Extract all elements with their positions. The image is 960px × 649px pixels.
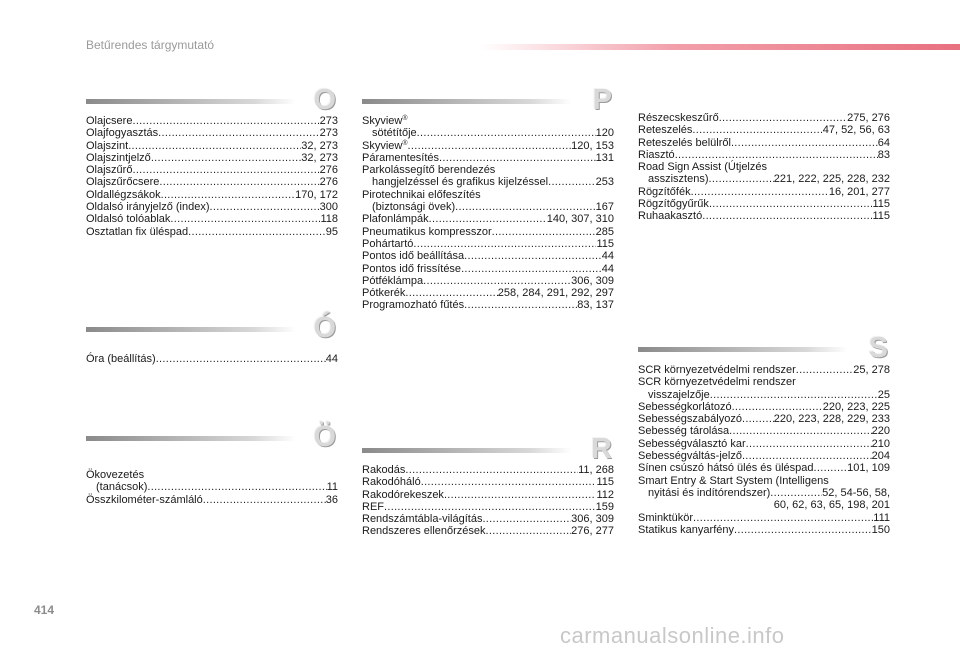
leader-dots [417, 127, 596, 139]
leader-dots [486, 525, 572, 537]
leader-dots [421, 476, 597, 488]
leader-dots [210, 201, 320, 213]
index-entry: nyitási és indítórendszer) ..... 52, 54-56, 58, [638, 487, 890, 499]
section-letter-r [362, 434, 614, 464]
index-entry-name: Pótkerék [362, 287, 406, 300]
index-entry-name: Programozható fűtés [362, 299, 465, 312]
index-entry: Rögzítőgyűrűk ..... 115 [638, 198, 890, 210]
index-entry-pages: 300 [319, 201, 338, 214]
index-entry: Részecskeszűrő ..... 275, 276 [638, 112, 890, 124]
index-list-o-acute [86, 353, 338, 365]
index-entry-pages: 258, 284, 291, 292, 297 [497, 287, 614, 300]
leader-dots [159, 176, 319, 188]
index-entry [86, 494, 338, 506]
index-entry-name: Pontos idő frissítése [362, 262, 462, 275]
index-entry-name: Olajszűrő [86, 164, 133, 177]
section-r [362, 434, 614, 538]
leader-dots [132, 115, 319, 127]
index-entry-name: Oldalsó irányjelző (index) [86, 201, 210, 214]
index-entry-pages: 131 [595, 151, 614, 164]
index-entry-name: Oldallégzsákok [86, 188, 161, 201]
page-header-title: Betűrendes tárgymutató [86, 38, 215, 52]
index-entry [86, 189, 338, 201]
index-entry-name: Olajfogyasztás [86, 127, 159, 140]
index-entry-name: Pneumatikus kompresszor [362, 225, 492, 238]
leader-dots [731, 137, 878, 149]
index-entry-name: Rendszeres ellenőrzések [362, 525, 486, 538]
index-entry-pages: 306, 309 [571, 274, 614, 287]
leader-dots [429, 213, 547, 225]
leader-dots [147, 481, 326, 493]
leader-dots [444, 489, 597, 501]
index-entry-name: Skyview® [362, 139, 408, 152]
index-entry [86, 353, 338, 365]
leader-dots [128, 140, 301, 152]
leader-dots [746, 438, 872, 450]
leader-dots [734, 524, 872, 536]
index-entry [86, 481, 338, 493]
leader-dots [464, 250, 602, 262]
index-entry [362, 152, 614, 164]
index-entry: visszajelzője ..... 25 [638, 389, 890, 401]
index-entry-pages: 32, 273 [301, 151, 338, 164]
index-entry: Sminktükör ..... 111 [638, 512, 890, 524]
leader-dots [413, 238, 596, 250]
section-o-acute [86, 313, 338, 365]
index-entry [362, 501, 614, 513]
leader-dots [203, 494, 326, 506]
index-entry-name: Összkilométer-számláló [86, 493, 203, 506]
index-entry [362, 226, 614, 238]
index-entry-name: Pohártartó [362, 237, 414, 250]
leader-dots [693, 512, 873, 524]
leader-dots [770, 487, 822, 499]
index-entry-pages: 306, 309 [571, 513, 614, 526]
index-entry-name: hangjelzéssel és grafikus kijelzéssel [372, 176, 549, 189]
index-entry-pages: 95 [325, 225, 338, 238]
leader-dots [405, 287, 497, 299]
index-entry-pages: 273 [319, 115, 338, 127]
index-entry [86, 201, 338, 213]
index-entry-pages: 11 [326, 481, 338, 494]
section-o-umlaut [86, 422, 338, 506]
index-entry [362, 127, 614, 139]
index-entry [86, 127, 338, 139]
index-entry [362, 287, 614, 299]
leader-dots [405, 464, 578, 476]
index-entry: Sebesség tárolása ..... 220 [638, 425, 890, 437]
index-list-r [362, 464, 614, 538]
index-entry [362, 213, 614, 225]
index-entry [362, 275, 614, 287]
index-entry-pages: 276 [319, 176, 338, 189]
leader-dots [384, 501, 596, 513]
leader-dots [439, 152, 596, 164]
index-entry: Sebességkorlátozó ..... 220, 223, 225 [638, 401, 890, 413]
index-entry-pages: 276 [319, 164, 338, 177]
index-list-p [362, 213, 614, 311]
index-entry [86, 226, 338, 238]
index-entry-name: Rakodás [362, 464, 406, 476]
leader-dots [408, 140, 572, 152]
leader-dots [742, 450, 872, 462]
index-entry-name: Parkolássegítő berendezés [362, 164, 496, 177]
leader-dots [423, 275, 571, 287]
leader-dots [464, 299, 577, 311]
index-entry: SCR környezetvédelmi rendszer ..... 25, 278 [638, 364, 890, 376]
index-entry [86, 115, 338, 127]
section-letter: P [592, 84, 612, 116]
index-entry [362, 263, 614, 275]
page-number: 414 [34, 603, 55, 617]
index-entry [362, 201, 614, 213]
index-entry-name: Smart Entry & Start System (Intelligens [638, 474, 829, 487]
index-entry-name: Osztatlan fix üléspad [86, 225, 189, 238]
index-list-o [86, 115, 338, 238]
index-entry-name: Olajszűrőcsere [86, 176, 160, 189]
index-entry-pages: 253 [595, 176, 614, 189]
section-letter-p [362, 85, 614, 115]
index-entry: Sínen csúszó hátsó ülés és üléspad ..... 101, 109 [638, 462, 890, 474]
index-entry: Riasztó ..... 83 [638, 149, 890, 161]
index-entry [86, 164, 338, 176]
index-entry-name: Skyview® [362, 115, 408, 127]
index-entry-name: Ökovezetés [86, 469, 145, 481]
index-entry-name: Olajszintjelző [86, 151, 151, 164]
index-entry-pages: 120, 153 [571, 139, 614, 152]
leader-dots [732, 401, 823, 413]
leader-dots [814, 462, 848, 474]
section-divider [86, 436, 296, 441]
index-entry-pages: 115 [596, 476, 614, 489]
index-entry: Statikus kanyarfény ..... 150 [638, 524, 890, 536]
section-letter-o-umlaut [86, 422, 338, 452]
leader-dots [158, 127, 319, 139]
index-entry-pages: 11, 268 [578, 464, 614, 476]
section-letter-o [86, 85, 338, 115]
leader-dots [161, 189, 296, 201]
section-s [638, 333, 890, 536]
section-divider [362, 448, 572, 453]
index-entry [362, 489, 614, 501]
section-letter: Ó [313, 312, 336, 344]
index-entry: asszisztens) ..... 221, 222, 225, 228, 232 [638, 173, 890, 185]
index-entry [86, 176, 338, 188]
leader-dots [710, 389, 878, 401]
index-entry [362, 250, 614, 262]
leader-dots [675, 149, 878, 161]
leader-dots [729, 425, 872, 437]
leader-dots [482, 513, 571, 525]
index-entry [362, 299, 614, 311]
index-entry [362, 238, 614, 250]
leader-dots [702, 210, 872, 222]
section-divider [638, 347, 848, 352]
leader-dots [132, 164, 319, 176]
section-r-continued [638, 112, 890, 223]
index-entry-name: Oldalsó tolóablak [86, 213, 171, 226]
index-entry-pages: 170, 172 [295, 188, 338, 201]
section-letter-s [638, 333, 890, 363]
leader-dots [156, 353, 326, 365]
index-entry-name: Pótféklámpa [362, 274, 424, 287]
watermark: carmanualsonline.info [560, 623, 785, 648]
index-entry-pages: 273 [319, 127, 338, 140]
index-entry-name: REF [362, 500, 384, 513]
section-o [86, 85, 338, 238]
index-entry-pages: 118 [320, 213, 338, 226]
index-entry [86, 152, 338, 164]
section-letter: O [313, 84, 336, 116]
index-entry-name: Rendszámtábla-világítás [362, 513, 483, 526]
index-entry [362, 513, 614, 525]
index-entry: Sebességválasztó kar ..... 210 [638, 438, 890, 450]
index-entry-pages: 32, 273 [301, 139, 338, 152]
leader-dots [796, 364, 854, 376]
index-entry [362, 525, 614, 537]
index-entry: Ruhaakasztó ..... 115 [638, 210, 890, 222]
section-letter-o-acute [86, 313, 338, 343]
section-divider [86, 327, 296, 332]
index-entry-name: Olajszint [86, 139, 129, 152]
index-entry-pages: 112 [596, 488, 614, 501]
leader-dots [548, 176, 596, 188]
index-entry-name: Rakodórekeszek [362, 488, 444, 501]
index-entry-name: sötétítője [372, 127, 417, 140]
index-entry: Sebességszabályozó ..... 220, 223, 228, 229, 233 [638, 413, 890, 425]
index-entry-pages: 159 [595, 500, 614, 513]
index-entry: Reteszelés belülről ..... 64 [638, 137, 890, 149]
index-entry-name: Road Sign Assist (Útjelzés [638, 161, 767, 174]
index-entry: Reteszelés ..... 47, 52, 56, 63 [638, 124, 890, 136]
leader-dots [188, 226, 326, 238]
index-entry-name: Rakodóháló [362, 476, 421, 489]
index-entry [86, 140, 338, 152]
index-entry: Sebességváltás-jelző ..... 204 [638, 450, 890, 462]
index-entry-pages: 44 [325, 353, 338, 365]
index-entry [362, 464, 614, 476]
leader-dots [492, 226, 596, 238]
index-entry-pages: 276, 277 [571, 525, 614, 538]
leader-dots [709, 198, 873, 210]
index-entry-pages: 83, 137 [577, 299, 614, 312]
index-entry-name: Páramentesítés [362, 151, 440, 164]
section-divider [86, 99, 296, 104]
header-accent-bar [480, 44, 960, 50]
index-entry-pages: 36 [325, 493, 338, 506]
index-entry-name: (biztonsági övek) [372, 201, 456, 214]
index-entry [362, 476, 614, 488]
index-entry-name: Óra (beállítás) [86, 353, 156, 365]
index-entry-pages: 285 [595, 225, 614, 238]
leader-dots [151, 152, 301, 164]
section-letter: S [868, 332, 888, 364]
leader-dots [691, 186, 829, 198]
index-entry-name: Pirotechnikai előfeszítés [362, 188, 481, 201]
leader-dots [170, 213, 320, 225]
index-entry-pages: 44 [601, 250, 614, 263]
index-entry-pages: 44 [601, 262, 614, 275]
index-entry [362, 140, 614, 152]
index-entry-pages: 167 [595, 201, 614, 214]
section-letter: R [591, 433, 612, 465]
index-entry-pages: 120 [595, 127, 614, 140]
index-entry-pages: 140, 307, 310 [546, 213, 614, 226]
index-entry-pages: 60, 62, 63, 65, 198, 201 [773, 499, 890, 512]
leader-dots [461, 263, 602, 275]
leader-dots [692, 124, 822, 136]
index-entry-name: (tanácsok) [96, 481, 148, 494]
index-entry [362, 176, 614, 188]
index-entry-pages: 115 [596, 237, 614, 250]
index-entry-name: SCR környezetvédelmi rendszer [638, 376, 796, 389]
leader-dots [455, 201, 595, 213]
index-entry [86, 213, 338, 225]
section-divider [362, 99, 572, 104]
index-entry-name: Plafonlámpák [362, 213, 429, 226]
section-p [362, 85, 614, 312]
leader-dots [742, 413, 774, 425]
index-entry-name: Olajcsere [86, 115, 133, 127]
leader-dots [709, 173, 774, 185]
index-entry-name: Pontos idő beállítása [362, 250, 465, 263]
index-entry: Rögzítőfék ..... 16, 201, 277 [638, 186, 890, 198]
section-letter: Ö [313, 421, 336, 453]
leader-dots [719, 112, 847, 124]
